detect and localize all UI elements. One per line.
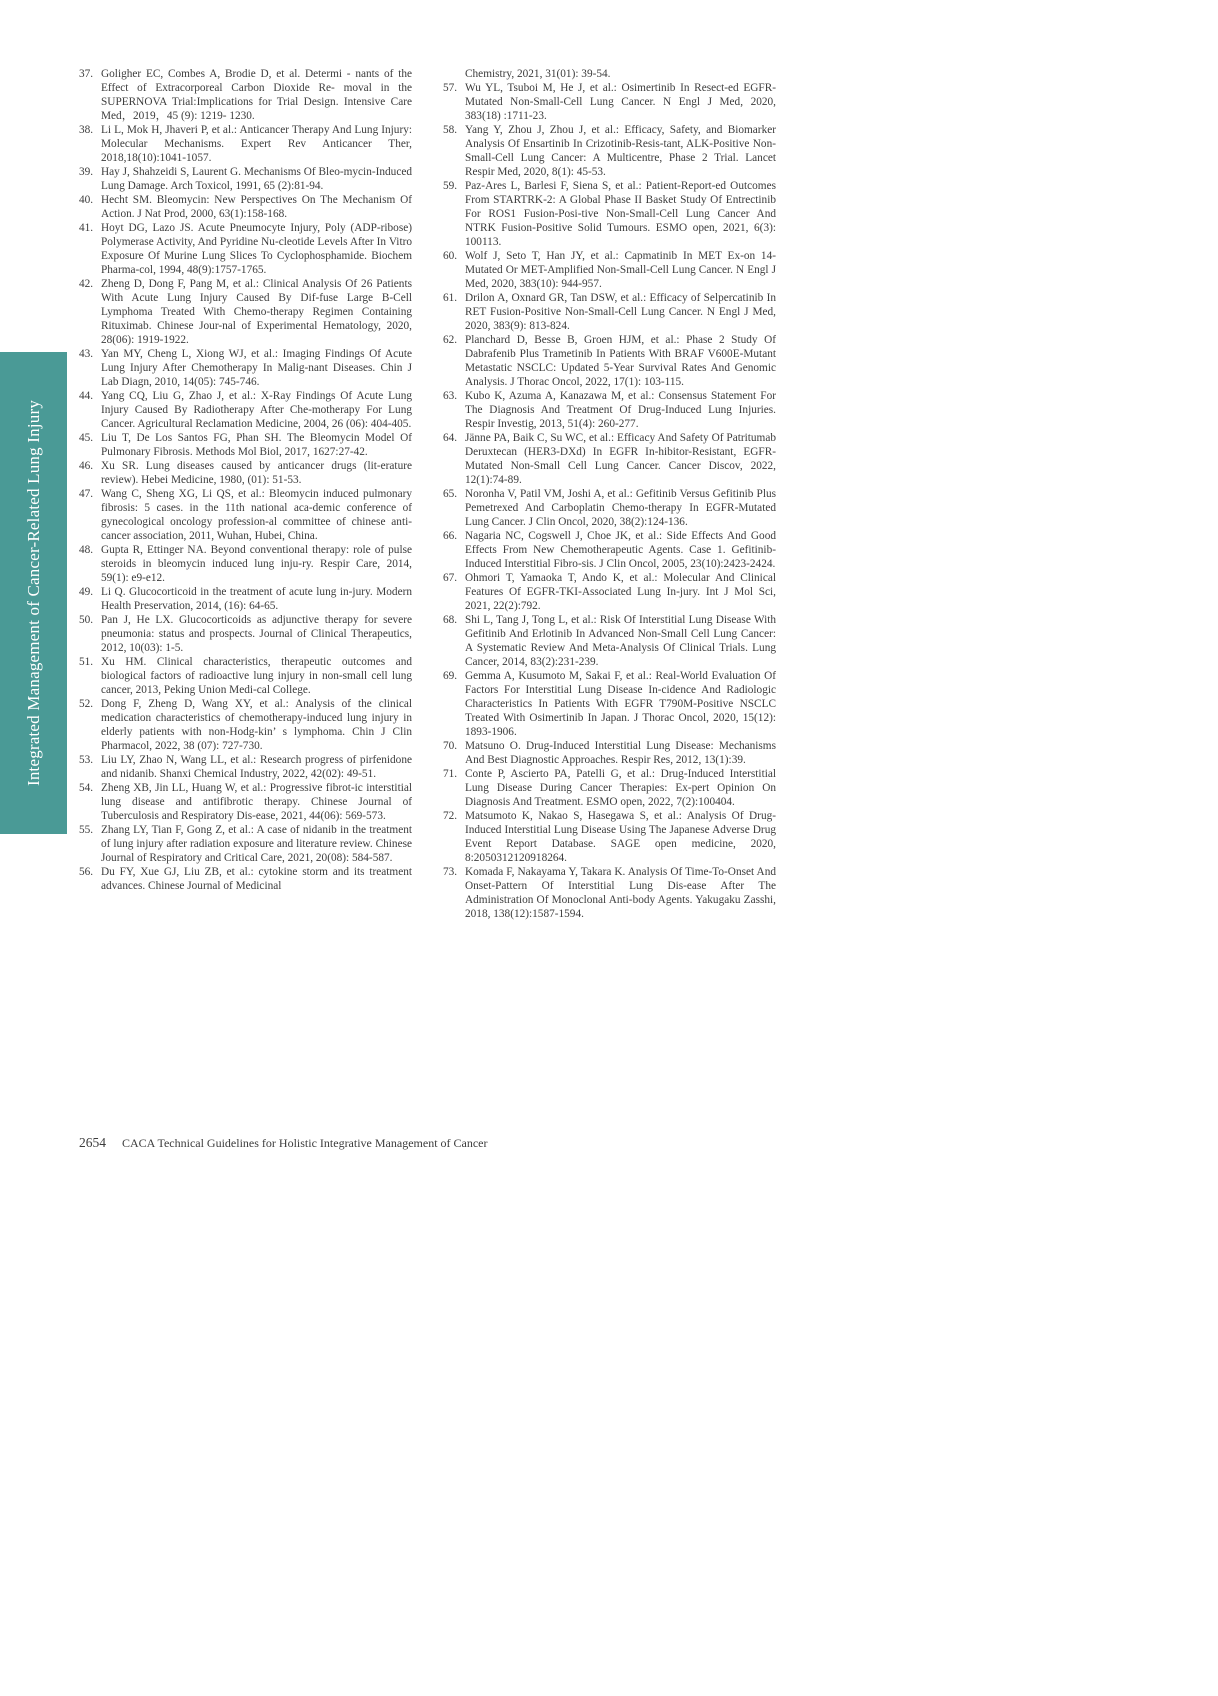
reference-text: Goligher EC, Combes A, Brodie D, et al. Determi - nants of the Effect of Extracorporeal Carbon Dioxide Re- moval in the SUPERNOVA Trial:Implications for Trial Design. Intensive Care Med，2019，45 (9): 1219- 1230. [101, 68, 412, 122]
reference-item [443, 571, 776, 613]
reference-text: Paz-Ares L, Barlesi F, Siena S, et al.: Patient-Report-ed Outcomes From STARTRK-2: A Global Phase II Basket Study Of Entrectinib For ROS1 Fusion-Posi-tive Non-Small-Cell Lung Cancer And NTRK Fusion-Positive Solid Tumours. ESMO open, 2021, 6(3): 100113. [465, 180, 776, 248]
reference-text: Nagaria NC, Cogswell J, Choe JK, et al.: Side Effects And Good Effects From New Chemotherapeutic Agents. Case 1. Gefitinib-Induced Interstitial Fibro-sis. J Clin Oncol, 2005, 23(10):2423-2424. [465, 530, 776, 570]
reference-number: 54. [79, 782, 94, 794]
reference-number: 63. [443, 390, 458, 402]
reference-item [79, 655, 412, 697]
reference-item [443, 333, 776, 389]
reference-text: Shi L, Tang J, Tong L, et al.: Risk Of Interstitial Lung Disease With Gefitinib And Erlotinib In Advanced Non-Small Cell Lung Cancer: A Systematic Review And Meta-Analysis Of Clinical Trials. Lung Cancer, 2014, 83(2):231-239. [465, 614, 776, 668]
reference-continuation: Chemistry, 2021, 31(01): 39-54. [465, 68, 611, 80]
reference-text: Liu T, De Los Santos FG, Phan SH. The Bleomycin Model Of Pulmonary Fibrosis. Methods Mol Biol, 2017, 1627:27-42. [101, 432, 412, 458]
reference-item [79, 459, 412, 487]
reference-item [443, 613, 776, 669]
reference-text: Dong F, Zheng D, Wang XY, et al.: Analysis of the clinical medication characteristics of chemotherapy-induced lung injury in elderly patients with non-Hodg-kin’ s lymphoma. Chin J Clin Pharmacol, 2022, 38 (07): 727-730. [101, 698, 412, 752]
reference-text: Jänne PA, Baik C, Su WC, et al.: Efficacy And Safety Of Patritumab Deruxtecan (HER3-DXd) In EGFR In-hibitor-Resistant, EGFR-Mutated Non-Small Cell Lung Cancer. Cancer Discov, 2022, 12(1):74-89. [465, 432, 776, 486]
reference-item [79, 613, 412, 655]
reference-number: 73. [443, 866, 458, 878]
reference-text: Yang CQ, Liu G, Zhao J, et al.: X-Ray Findings Of Acute Lung Injury Caused By Radiotherapy After Che-motherapy For Lung Cancer. Agricultural Reclamation Medicine, 2004, 26 (06): 404-405. [101, 390, 412, 430]
reference-item [79, 697, 412, 753]
reference-item [79, 543, 412, 585]
reference-number: 58. [443, 124, 458, 136]
reference-text: Matsuno O. Drug-Induced Interstitial Lung Disease: Mechanisms And Best Diagnostic Approaches. Respir Res, 2012, 13(1):39. [465, 740, 776, 766]
reference-text: Du FY, Xue GJ, Liu ZB, et al.: cytokine storm and its treatment advances. Chinese Journal of Medicinal [101, 866, 412, 892]
reference-text: Liu LY, Zhao N, Wang LL, et al.: Research progress of pirfenidone and nidanib. Shanxi Chemical Industry, 2022, 42(02): 49-51. [101, 754, 412, 780]
reference-number: 67. [443, 572, 458, 584]
reference-item [443, 487, 776, 529]
reference-text: Wang C, Sheng XG, Li QS, et al.: Bleomycin induced pulmonary fibrosis: 5 cases. in the 11th national aca-demic conference of gynecological oncology profession-al committee of chinese anti-cancer association, 2011, Wuhan, Hubei, China. [101, 488, 412, 542]
reference-number: 72. [443, 810, 458, 822]
reference-item [79, 67, 412, 123]
reference-item [443, 865, 776, 921]
reference-number: 61. [443, 292, 458, 304]
reference-item [79, 781, 412, 823]
reference-number: 66. [443, 530, 458, 542]
reference-number: 38. [79, 124, 94, 136]
reference-text: Yang Y, Zhou J, Zhou J, et al.: Efficacy, Safety, and Biomarker Analysis Of Ensartinib In Crizotinib-Resis-tant, ALK-Positive Non-Small-Cell Lung Cancer: A Multicentre, Phase 2 Trial. Lancet Respir Med, 2020, 8(1): 45-53. [465, 124, 776, 178]
reference-number: 56. [79, 866, 94, 878]
side-section-tab [0, 352, 67, 834]
reference-number: 62. [443, 334, 458, 346]
reference-text: Hecht SM. Bleomycin: New Perspectives On The Mechanism Of Action. J Nat Prod, 2000, 63(1):158-168. [101, 194, 412, 220]
page-footer [79, 1135, 488, 1151]
references-left-column [79, 67, 412, 893]
reference-number: 65. [443, 488, 458, 500]
reference-number: 50. [79, 614, 94, 626]
reference-item [443, 123, 776, 179]
reference-text: Zheng D, Dong F, Pang M, et al.: Clinical Analysis Of 26 Patients With Acute Lung Injury Caused By Dif-fuse Large B-Cell Lymphoma Treated With Chemo-therapy Regimen Containing Rituximab. Chinese Jour-nal of Experimental Hematology, 2020, 28(06): 1919-1922. [101, 278, 412, 346]
reference-number: 57. [443, 82, 458, 94]
reference-item [443, 389, 776, 431]
reference-number: 37. [79, 68, 94, 80]
reference-item [79, 165, 412, 193]
references-right-column [443, 67, 776, 921]
reference-item [443, 291, 776, 333]
reference-text: Gupta R, Ettinger NA. Beyond conventional therapy: role of pulse steroids in bleomycin induced lung inju-ry. Respir Care, 2014, 59(1): e9-e12. [101, 544, 412, 584]
reference-number: 69. [443, 670, 458, 682]
reference-item [443, 767, 776, 809]
reference-number: 46. [79, 460, 94, 472]
reference-item [79, 193, 412, 221]
reference-number: 64. [443, 432, 458, 444]
reference-item [79, 277, 412, 347]
side-section-title: Integrated Management of Cancer-Related Lung Injury [23, 399, 43, 787]
reference-item [443, 669, 776, 739]
reference-number: 59. [443, 180, 458, 192]
reference-text: Pan J, He LX. Glucocorticoids as adjunctive therapy for severe pneumonia: status and prospects. Journal of Clinical Therapeutics, 2012, 10(03): 1-5. [101, 614, 412, 654]
reference-text: Drilon A, Oxnard GR, Tan DSW, et al.: Efficacy of Selpercatinib In RET Fusion-Positive Non-Small-Cell Lung Cancer. N Engl J Med, 2020, 383(9): 813-824. [465, 292, 776, 332]
reference-text: Zheng XB, Jin LL, Huang W, et al.: Progressive fibrot-ic interstitial lung disease and antifibrotic therapy. Chinese Journal of Tuberculosis and Respiratory Dis-ease, 2021, 44(06): 569-573. [101, 782, 412, 822]
reference-text: Noronha V, Patil VM, Joshi A, et al.: Gefitinib Versus Gefitinib Plus Pemetrexed And Carboplatin Chemo-therapy In EGFR-Mutated Lung Cancer. J Clin Oncol, 2020, 38(2):124-136. [465, 488, 776, 528]
reference-item [79, 487, 412, 543]
reference-text: Komada F, Nakayama Y, Takara K. Analysis Of Time-To-Onset And Onset-Pattern Of Interstitial Lung Dis-ease After The Administration Of Monoclonal Anti-body Agents. Yakugaku Zasshi, 2018, 138(12):1587-1594. [465, 866, 776, 920]
reference-number: 48. [79, 544, 94, 556]
reference-item [443, 529, 776, 571]
reference-text: Yan MY, Cheng L, Xiong WJ, et al.: Imaging Findings Of Acute Lung Injury After Chemotherapy In Malig-nant Diseases. Chin J Lab Diagn, 2010, 14(05): 745-746. [101, 348, 412, 388]
reference-number: 60. [443, 250, 458, 262]
reference-number: 49. [79, 586, 94, 598]
footer-journal-title: CACA Technical Guidelines for Holistic Integrative Management of Cancer [122, 1136, 488, 1150]
reference-text: Planchard D, Besse B, Groen HJM, et al.: Phase 2 Study Of Dabrafenib Plus Trametinib In Patients With BRAF V600E-Mutant Metastatic NSCLC: Updated 5-Year Survival Rates And Genomic Analysis. J Thorac Oncol, 2022, 17(1): 103-115. [465, 334, 776, 388]
reference-number: 53. [79, 754, 94, 766]
reference-text: Conte P, Ascierto PA, Patelli G, et al.: Drug-Induced Interstitial Lung Disease During Cancer Therapies: Ex-pert Opinion On Diagnosis And Treatment. ESMO open, 2022, 7(2):100404. [465, 768, 776, 808]
reference-text: Wu YL, Tsuboi M, He J, et al.: Osimertinib In Resect-ed EGFR-Mutated Non-Small-Cell Lung Cancer. N Engl J Med, 2020, 383(18) :1711-23. [465, 82, 776, 122]
reference-number: 68. [443, 614, 458, 626]
reference-text: Hay J, Shahzeidi S, Laurent G. Mechanisms Of Bleo-mycin-Induced Lung Damage. Arch Toxicol, 1991, 65 (2):81-94. [101, 166, 412, 192]
reference-text: Xu HM. Clinical characteristics, therapeutic outcomes and biological factors of radioactive lung injury in non-small cell lung cancer, 2013, Peking Union Medi-cal College. [101, 656, 412, 696]
reference-number: 42. [79, 278, 94, 290]
reference-number: 40. [79, 194, 94, 206]
reference-text: Zhang LY, Tian F, Gong Z, et al.: A case of nidanib in the treatment of lung injury after radiation exposure and literature review. Chinese Journal of Respiratory and Critical Care, 2021, 20(08): 584-587. [101, 824, 412, 864]
reference-item [443, 249, 776, 291]
reference-text: Kubo K, Azuma A, Kanazawa M, et al.: Consensus Statement For The Diagnosis And Treatment Of Drug-Induced Lung Injuries. Respir Investig, 2013, 51(4): 260-277. [465, 390, 776, 430]
reference-item [79, 431, 412, 459]
reference-item [79, 221, 412, 277]
reference-number: 41. [79, 222, 94, 234]
reference-number: 52. [79, 698, 94, 710]
reference-item [443, 81, 776, 123]
reference-number: 44. [79, 390, 94, 402]
reference-number: 71. [443, 768, 458, 780]
page-number: 2654 [79, 1135, 106, 1150]
reference-number: 55. [79, 824, 94, 836]
reference-item [79, 389, 412, 431]
reference-text: Wolf J, Seto T, Han JY, et al.: Capmatinib In MET Ex-on 14-Mutated Or MET-Amplified Non-Small-Cell Lung Cancer. N Engl J Med, 2020, 383(10): 944-957. [465, 250, 776, 290]
reference-item [443, 739, 776, 767]
reference-text: Matsumoto K, Nakao S, Hasegawa S, et al.: Analysis Of Drug-Induced Interstitial Lung Disease Using The Japanese Adverse Drug Event Report Database. SAGE open medicine, 2020, 8:2050312120918264. [465, 810, 776, 864]
reference-text: Li L, Mok H, Jhaveri P, et al.: Anticancer Therapy And Lung Injury: Molecular Mechanisms. Expert Rev Anticancer Ther, 2018,18(10):1041-1057. [101, 124, 412, 164]
reference-text: Ohmori T, Yamaoka T, Ando K, et al.: Molecular And Clinical Features Of EGFR-TKI-Associated Lung In-jury. Int J Mol Sci, 2021, 22(2):792. [465, 572, 776, 612]
reference-item [79, 865, 412, 893]
reference-text: Hoyt DG, Lazo JS. Acute Pneumocyte Injury, Poly (ADP-ribose) Polymerase Activity, And Pyridine Nu-cleotide Levels After In Vitro Exposure Of Murine Lung Slices To Cyclophosphamide. Biochem Pharma-col, 1994, 48(9):1757-1765. [101, 222, 412, 276]
reference-number: 43. [79, 348, 94, 360]
reference-item [79, 347, 412, 389]
reference-text: Xu SR. Lung diseases caused by anticancer drugs (lit-erature review). Hebei Medicine, 1980, (01): 51-53. [101, 460, 412, 486]
reference-item [79, 123, 412, 165]
reference-number: 47. [79, 488, 94, 500]
reference-item [79, 585, 412, 613]
reference-item [79, 823, 412, 865]
reference-number: 51. [79, 656, 94, 668]
reference-item [443, 431, 776, 487]
reference-item [79, 753, 412, 781]
reference-text: Li Q. Glucocorticoid in the treatment of acute lung in-jury. Modern Health Preservation, 2014, (16): 64-65. [101, 586, 412, 612]
reference-item [443, 179, 776, 249]
reference-item [443, 809, 776, 865]
reference-number: 39. [79, 166, 94, 178]
reference-number: 45. [79, 432, 94, 444]
reference-text: Gemma A, Kusumoto M, Sakai F, et al.: Real-World Evaluation Of Factors For Interstitial Lung Disease In-cidence And Radiologic Characteristics In Patients With EGFR T790M-Positive NSCLC Treated With Osimertinib In Japan. J Thorac Oncol, 2020, 15(12): 1893-1906. [465, 670, 776, 738]
reference-number: 70. [443, 740, 458, 752]
